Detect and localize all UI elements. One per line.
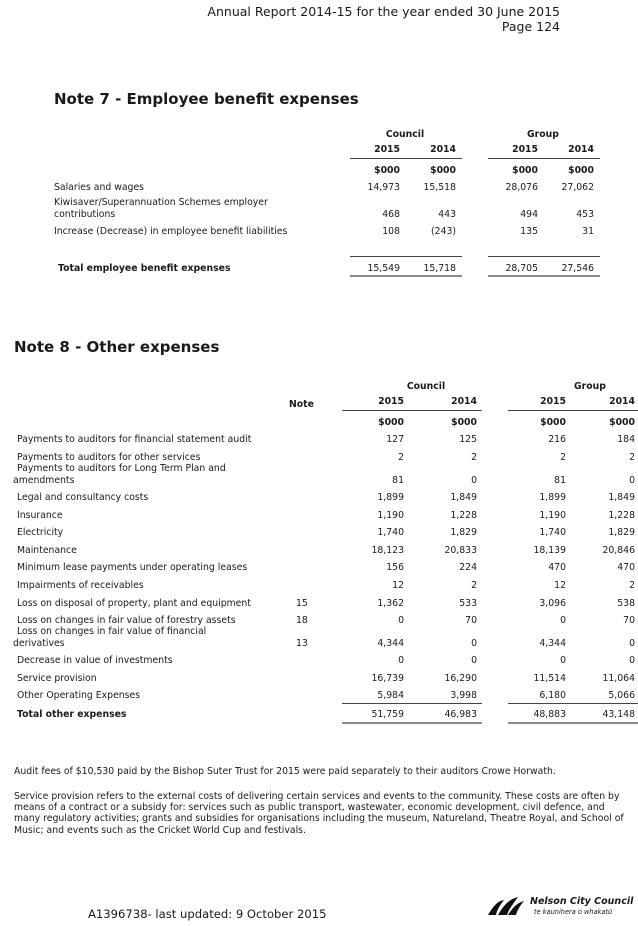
note7-cell: 443: [438, 209, 456, 220]
note7-row-label: Increase (Decrease) in employee benefit liabilities: [54, 226, 288, 237]
note8-row-label: Impairments of receivables: [17, 580, 144, 591]
note7-row-label: Kiwisaver/Superannuation Schemes employer: [54, 197, 268, 208]
note8-cell: 0: [398, 615, 404, 626]
note7-total-cell: 15,718: [423, 263, 456, 274]
note8-year: 2015: [378, 396, 404, 407]
report-title: Annual Report 2014-15 for the year ended 30 June 2015: [207, 4, 560, 19]
logo-tagline: te kaunihera o whakatū: [534, 908, 613, 916]
note8-cell: 470: [617, 562, 635, 573]
note8-row-label-cont: amendments: [13, 475, 75, 486]
note7-row-label-cont: contributions: [54, 209, 116, 220]
note8-row-label-cont: derivatives: [13, 638, 65, 649]
note8-row-label: Loss on disposal of property, plant and equipment: [17, 598, 251, 609]
note8-note-ref: 13: [296, 638, 308, 649]
note8-note-ref: 18: [296, 615, 308, 626]
note8-year: 2015: [540, 396, 566, 407]
audit-fees-note: Audit fees of $10,530 paid by the Bishop Suter Trust for 2015 were paid separately to their auditors Crowe Horwath.: [14, 766, 556, 777]
note8-cell: 0: [560, 655, 566, 666]
note8-row-label: Insurance: [17, 510, 63, 521]
note7-cell: 468: [382, 209, 400, 220]
note8-cell: 1,228: [450, 510, 477, 521]
note7-title: Note 7 - Employee benefit expenses: [54, 90, 359, 108]
note8-cell: 3,096: [539, 598, 566, 609]
note8-double-underline: [508, 722, 638, 724]
note8-cell: 20,846: [602, 545, 635, 556]
note8-cell: 12: [392, 580, 404, 591]
note7-cell: 494: [520, 209, 538, 220]
note8-row-label: Minimum lease payments under operating leases: [17, 562, 248, 573]
note8-unit: $000: [378, 417, 404, 428]
note8-cell: 470: [548, 562, 566, 573]
page-number: Page 124: [501, 19, 560, 34]
note8-row-label: Legal and consultancy costs: [17, 492, 149, 503]
note8-cell: 224: [459, 562, 477, 573]
note8-row-label: Payments to auditors for Long Term Plan and: [17, 463, 226, 474]
note8-cell: 1,740: [377, 527, 404, 538]
note8-double-underline: [342, 722, 482, 724]
note8-cell: 70: [623, 615, 635, 626]
note8-cell: 18,123: [371, 545, 404, 556]
note8-cell: 0: [560, 615, 566, 626]
note8-total-rule: [508, 703, 638, 704]
note8-row-label: Loss on changes in fair value of forestry assets: [17, 615, 236, 626]
note8-year: 2014: [609, 396, 635, 407]
note8-cell: 1,849: [450, 492, 477, 503]
note7-double-underline: [350, 275, 462, 277]
note8-row-label: Maintenance: [17, 545, 77, 556]
note8-unit: $000: [609, 417, 635, 428]
note8-cell: 1,228: [608, 510, 635, 521]
note8-row-label: Payments to auditors for financial statement audit: [17, 434, 252, 445]
note8-cell: 1,740: [539, 527, 566, 538]
note8-cell: 2: [560, 452, 566, 463]
note8-row-label: Loss on changes in fair value of financial: [17, 626, 207, 637]
note7-cell: 108: [382, 226, 400, 237]
note8-cell: 16,739: [371, 673, 404, 684]
note7-total-cell: 27,546: [561, 263, 594, 274]
note8-cell: 1,899: [539, 492, 566, 503]
note8-cell: 5,066: [608, 690, 635, 701]
note8-cell: 11,514: [533, 673, 566, 684]
note7-council-rule: [350, 158, 462, 159]
note8-row-label: Payments to auditors for other services: [17, 452, 201, 463]
note8-cell: 12: [554, 580, 566, 591]
note8-cell: 4,344: [539, 638, 566, 649]
note7-total-rule: [488, 256, 600, 257]
note8-row-label: Decrease in value of investments: [17, 655, 173, 666]
note8-cell: 0: [398, 655, 404, 666]
note7-unit: $000: [568, 165, 594, 176]
note8-cell: 1,849: [608, 492, 635, 503]
note7-cell: 15,518: [423, 182, 456, 193]
note8-row-label: Electricity: [17, 527, 64, 538]
note8-cell: 20,833: [444, 545, 477, 556]
note8-cell: 0: [471, 475, 477, 486]
note8-note-header: Note: [289, 399, 314, 410]
note8-cell: 0: [629, 655, 635, 666]
note8-cell: 6,180: [539, 690, 566, 701]
note7-cell: 14,973: [367, 182, 400, 193]
note8-total-cell: 43,148: [602, 709, 635, 720]
note8-cell: 2: [629, 452, 635, 463]
note8-cell: 184: [617, 434, 635, 445]
note8-row-label: Service provision: [17, 673, 97, 684]
note8-row-label: Other Operating Expenses: [17, 690, 141, 701]
note7-year: 2014: [568, 144, 594, 155]
note8-cell: 1,829: [608, 527, 635, 538]
note8-cell: 18,139: [533, 545, 566, 556]
note8-cell: 533: [459, 598, 477, 609]
note8-cell: 70: [465, 615, 477, 626]
nelson-logo-icon: [486, 893, 526, 919]
note7-cell: 27,062: [561, 182, 594, 193]
note8-cell: 0: [471, 655, 477, 666]
note8-cell: 1,190: [539, 510, 566, 521]
note8-cell: 0: [629, 475, 635, 486]
note7-cell: 453: [576, 209, 594, 220]
note7-cell: (243): [431, 226, 456, 237]
note8-group-header: Group: [574, 381, 606, 392]
note8-cell: 125: [459, 434, 477, 445]
note8-cell: 538: [617, 598, 635, 609]
note8-cell: 81: [392, 475, 404, 486]
note8-council-header: Council: [406, 381, 446, 392]
note7-cell: 28,076: [505, 182, 538, 193]
note8-group-rule: [508, 410, 638, 411]
note7-double-underline: [488, 275, 600, 277]
note8-cell: 2: [471, 452, 477, 463]
note8-total-cell: 51,759: [371, 709, 404, 720]
note8-cell: 5,984: [377, 690, 404, 701]
note7-total-cell: 15,549: [367, 263, 400, 274]
note8-cell: 1,362: [377, 598, 404, 609]
note7-row-label: Salaries and wages: [54, 182, 145, 193]
note7-unit: $000: [374, 165, 400, 176]
note8-year: 2014: [451, 396, 477, 407]
note8-cell: 1,190: [377, 510, 404, 521]
note7-cell: 135: [520, 226, 538, 237]
note8-cell: 16,290: [444, 673, 477, 684]
note8-title: Note 8 - Other expenses: [14, 338, 220, 356]
note8-total-label: Total other expenses: [17, 709, 127, 720]
note7-group-header: Group: [527, 129, 559, 140]
note8-cell: 1,899: [377, 492, 404, 503]
note8-cell: 81: [554, 475, 566, 486]
note7-cell: 31: [582, 226, 594, 237]
note8-cell: 1,829: [450, 527, 477, 538]
note7-year: 2015: [512, 144, 538, 155]
note8-cell: 156: [386, 562, 404, 573]
note7-year: 2014: [430, 144, 456, 155]
note8-cell: 2: [398, 452, 404, 463]
note7-total-label: Total employee benefit expenses: [58, 263, 231, 274]
note8-cell: 11,064: [602, 673, 635, 684]
note8-total-cell: 46,983: [444, 709, 477, 720]
note8-cell: 2: [471, 580, 477, 591]
note8-total-cell: 48,883: [533, 709, 566, 720]
note8-cell: 0: [629, 638, 635, 649]
note8-cell: 2: [629, 580, 635, 591]
document-reference: A1396738- last updated: 9 October 2015: [88, 907, 327, 921]
note8-note-ref: 15: [296, 598, 308, 609]
note7-total-cell: 28,705: [505, 263, 538, 274]
note7-council-header: Council: [385, 129, 425, 140]
note7-year: 2015: [374, 144, 400, 155]
note7-total-rule: [350, 256, 462, 257]
note8-total-rule: [342, 703, 482, 704]
note8-cell: 4,344: [377, 638, 404, 649]
note8-unit: $000: [540, 417, 566, 428]
note7-unit: $000: [512, 165, 538, 176]
service-provision-note: Service provision refers to the external costs of delivering certain services and events to the community. These costs are often by means of a contract or a subsidy for: services such as public transport, wastewater, economic development, civil defence, and many regulatory activities; grants and subsidies for organisations including the museum, Natureland, Theatre Royal, and School of Music; and events such as the Cricket World Cup and festivals.: [14, 791, 624, 836]
note8-cell: 127: [386, 434, 404, 445]
note8-council-rule: [342, 410, 482, 411]
note7-group-rule: [488, 158, 600, 159]
logo-name: Nelson City Council: [530, 896, 634, 907]
note8-unit: $000: [451, 417, 477, 428]
note8-cell: 216: [548, 434, 566, 445]
note8-cell: 0: [471, 638, 477, 649]
note8-cell: 3,998: [450, 690, 477, 701]
note7-unit: $000: [430, 165, 456, 176]
